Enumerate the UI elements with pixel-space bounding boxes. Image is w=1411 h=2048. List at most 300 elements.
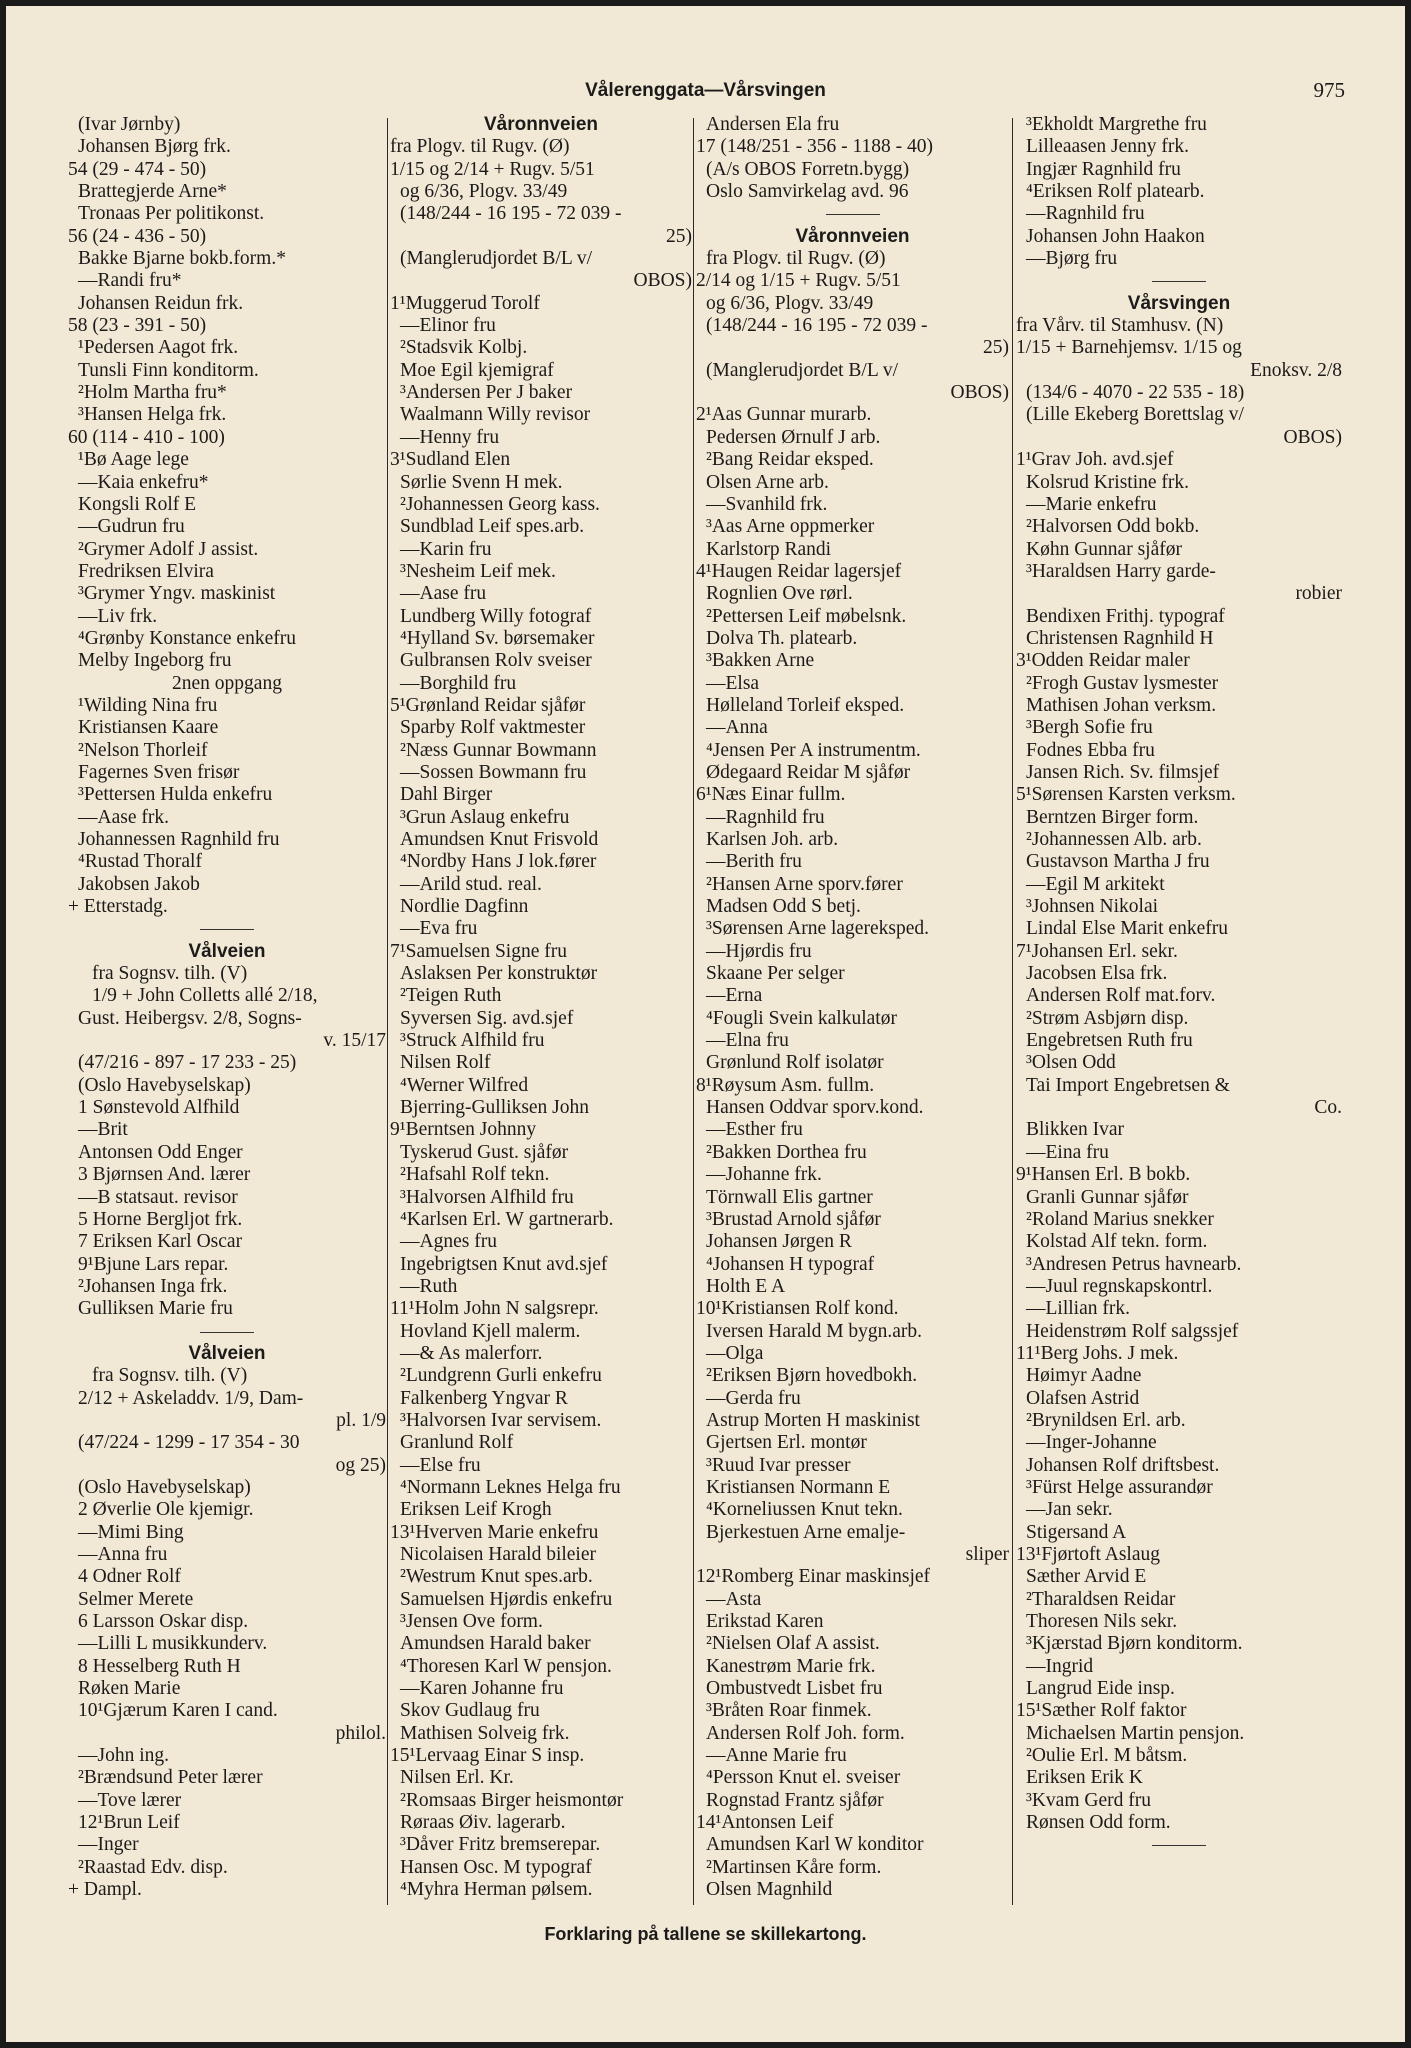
directory-entry: 9¹Bjune Lars repar. xyxy=(78,1253,229,1275)
directory-entry: Sundblad Leif spes.arb. xyxy=(400,516,585,538)
directory-entry: ³Nesheim Leif mek. xyxy=(400,560,556,582)
directory-entry: Jansen Rich. Sv. filmsjef xyxy=(1026,761,1220,783)
directory-entry: Moe Egil kjemigraf xyxy=(400,359,554,381)
directory-entry: Aslaksen Per konstruktør xyxy=(400,963,598,985)
directory-entry: OBOS) xyxy=(1283,426,1342,448)
directory-entry: Gjertsen Erl. montør xyxy=(706,1432,867,1454)
directory-entry: —Egil M arkitekt xyxy=(1026,873,1165,895)
directory-entry: ⁴Johansen H typograf xyxy=(706,1253,875,1275)
directory-entry: Törnwall Elis gartner xyxy=(706,1186,873,1208)
directory-entry: OBOS) xyxy=(950,382,1009,404)
directory-entry: Antonsen Odd Enger xyxy=(78,1141,243,1163)
directory-entry: —Borghild fru xyxy=(400,672,517,694)
directory-entry: ²Holm Martha fru* xyxy=(78,382,227,404)
directory-entry: 54 (29 - 474 - 50) xyxy=(68,158,207,180)
directory-entry: Waalmann Willy revisor xyxy=(400,404,591,426)
directory-entry: Lundberg Willy fotograf xyxy=(400,605,592,627)
directory-entry: Ombustvedt Lisbet fru xyxy=(706,1678,883,1700)
directory-entry: —Ragnhild fru xyxy=(1026,203,1145,225)
directory-entry: —Anne Marie fru xyxy=(706,1745,847,1767)
directory-entry: —Johanne frk. xyxy=(706,1164,822,1186)
directory-entry: ⁴Persson Knut el. sveiser xyxy=(706,1767,901,1789)
directory-entry: 5 Horne Bergljot frk. xyxy=(78,1208,243,1230)
directory-entry: Holth E A xyxy=(706,1275,786,1297)
directory-entry: Kongsli Rolf E xyxy=(78,493,197,515)
directory-entry: ³Halvorsen Alfhild fru xyxy=(400,1186,574,1208)
directory-entry: ³Kjærstad Bjørn konditorm. xyxy=(1026,1633,1243,1655)
directory-entry: og 25) xyxy=(335,1454,386,1476)
directory-entry: 2/14 og 1/15 + Rugv. 5/51 xyxy=(696,270,901,292)
directory-entry: ³Bergh Sofie fru xyxy=(1026,717,1153,739)
directory-entry: (Manglerudjordet B/L v/ xyxy=(706,359,899,381)
directory-entry: ⁴Hylland Sv. børsemaker xyxy=(400,627,595,649)
directory-entry: (Lille Ekeberg Borettslag v/ xyxy=(1026,404,1244,426)
directory-entry: Amundsen Karl W konditor xyxy=(706,1834,924,1856)
section-divider xyxy=(68,1321,386,1343)
directory-entry: Berntzen Birger form. xyxy=(1026,806,1199,828)
directory-entry: 2¹Aas Gunnar murarb. xyxy=(696,404,872,426)
directory-entry: —Brit xyxy=(78,1119,128,1141)
directory-entry: 2nen oppgang xyxy=(172,672,282,694)
directory-entry: —Aase frk. xyxy=(78,806,169,828)
page-title: Vålerenggata—Vårsvingen xyxy=(585,80,826,101)
directory-entry: ³Olsen Odd xyxy=(1026,1052,1116,1074)
directory-entry: 56 (24 - 436 - 50) xyxy=(68,225,207,247)
directory-entry: —Elsa xyxy=(706,672,760,694)
directory-entry: ²Johansen Inga frk. xyxy=(78,1275,228,1297)
directory-entry: ³Andresen Petrus havnearb. xyxy=(1026,1253,1242,1275)
directory-entry: Johansen Reidun frk. xyxy=(78,292,244,314)
column-divider xyxy=(387,118,388,1905)
directory-entry: Mathisen Solveig frk. xyxy=(400,1722,570,1744)
directory-entry: —Marie enkefru xyxy=(1026,493,1157,515)
directory-entry: —Olga xyxy=(706,1342,764,1364)
directory-entry: ²Raastad Edv. disp. xyxy=(78,1856,228,1878)
column-divider xyxy=(1012,118,1013,1905)
directory-entry: Lilleaasen Jenny frk. xyxy=(1026,136,1189,158)
directory-entry: Hansen Oddvar sporv.kond. xyxy=(706,1097,924,1119)
directory-entry: ²Hansen Arne sporv.fører xyxy=(706,873,903,895)
directory-entry: Andersen Ela fru xyxy=(706,114,840,135)
directory-entry: Røken Marie xyxy=(78,1678,181,1700)
directory-entry: 60 (114 - 410 - 100) xyxy=(68,426,225,448)
directory-entry: 17 (148/251 - 356 - 1188 - 40) xyxy=(696,136,934,158)
directory-entry: 8 Hesselberg Ruth H xyxy=(78,1655,241,1677)
directory-entry: Rognlien Ove rørl. xyxy=(706,583,853,605)
directory-entry: Oslo Samvirkelag avd. 96 xyxy=(706,181,909,203)
directory-entry: ²Roland Marius snekker xyxy=(1026,1208,1214,1230)
directory-entry: Nicolaisen Harald bileier xyxy=(400,1544,596,1565)
directory-entry: ²Næss Gunnar Bowmann xyxy=(400,739,597,761)
directory-entry: ⁴Myhra Herman pølsem. xyxy=(400,1879,593,1901)
column-3 xyxy=(696,114,1009,1902)
directory-entry: 4¹Haugen Reidar lagersjef xyxy=(696,560,902,582)
directory-entry: 7 Eriksen Karl Oscar xyxy=(78,1231,243,1253)
directory-entry: Andersen Rolf mat.forv. xyxy=(1026,985,1216,1007)
directory-entry: ³Bråten Roar finmek. xyxy=(706,1700,872,1722)
directory-entry: ²Romsaas Birger heismontør xyxy=(400,1789,624,1811)
directory-entry: Co. xyxy=(1314,1097,1342,1119)
directory-entry: —Elinor fru xyxy=(400,315,496,337)
directory-entry: fra Sognsv. tilh. (V) xyxy=(92,1365,248,1387)
directory-entry: Amundsen Knut Frisvold xyxy=(400,829,599,850)
directory-entry: Tunsli Finn konditorm. xyxy=(78,359,259,381)
directory-entry: Johansen Rolf driftsbest. xyxy=(1026,1454,1220,1476)
directory-entry: Blikken Ivar xyxy=(1026,1119,1125,1141)
directory-entry: 25) xyxy=(666,225,692,247)
directory-entry: 1¹Muggerud Torolf xyxy=(390,292,540,314)
directory-entry: —Henny fru xyxy=(400,426,500,448)
directory-entry: (148/244 - 16 195 - 72 039 - xyxy=(400,203,622,225)
directory-entry: ³Halvorsen Ivar servisem. xyxy=(400,1409,602,1431)
directory-entry: —Lillian frk. xyxy=(1026,1298,1130,1320)
directory-entry: Madsen Odd S betj. xyxy=(706,896,861,918)
directory-entry: Ingebrigtsen Knut avd.sjef xyxy=(400,1253,608,1275)
directory-entry: 1 Sønstevold Alfhild xyxy=(78,1097,240,1119)
directory-entry: Olsen Magnhild xyxy=(706,1879,833,1901)
directory-entry: —Inger-Johanne xyxy=(1026,1432,1157,1454)
directory-entry: Christensen Ragnhild H xyxy=(1026,627,1214,649)
directory-entry: ²Strøm Asbjørn disp. xyxy=(1026,1007,1189,1029)
directory-entry: Heidenstrøm Rolf salgssjef xyxy=(1026,1320,1239,1342)
directory-entry: —Ragnhild fru xyxy=(706,806,825,828)
directory-entry: —Ruth xyxy=(400,1275,458,1297)
directory-entry: 3¹Sudland Elen xyxy=(390,449,511,471)
directory-entry: Olsen Arne arb. xyxy=(706,471,829,493)
directory-entry: ²Frogh Gustav lysmester xyxy=(1026,672,1219,694)
directory-entry: (A/s OBOS Forretn.bygg) xyxy=(706,158,910,180)
directory-entry: Johansen Jørgen R xyxy=(706,1231,852,1253)
directory-entry: pl. 1/9 xyxy=(336,1409,386,1431)
directory-entry: ³Johnsen Nikolai xyxy=(1026,896,1159,918)
directory-entry: —B statsaut. revisor xyxy=(78,1186,238,1208)
directory-entry: Brattegjerde Arne* xyxy=(78,181,227,203)
directory-entry: ²Eriksen Bjørn hovedbokh. xyxy=(706,1365,918,1387)
directory-entry: 11¹Berg Johs. J mek. xyxy=(1016,1342,1179,1364)
directory-entry: —Juul regnskapskontrl. xyxy=(1026,1275,1213,1297)
directory-entry: (Oslo Havebyselskap) xyxy=(78,1476,251,1498)
directory-entry: Gulliksen Marie fru xyxy=(78,1298,233,1320)
directory-entry: Eriksen Erik K xyxy=(1026,1767,1143,1789)
directory-entry: + Etterstadg. xyxy=(68,896,168,918)
directory-entry: ⁴Karlsen Erl. W gartnerarb. xyxy=(400,1208,614,1230)
directory-entry: Sæther Arvid E xyxy=(1026,1566,1147,1588)
directory-entry: —Mimi Bing xyxy=(78,1521,184,1543)
directory-entry: Sørlie Svenn H mek. xyxy=(400,471,563,493)
directory-entry: Dahl Birger xyxy=(400,784,493,806)
directory-entry: ³Hansen Helga frk. xyxy=(78,404,227,426)
directory-entry: ⁴Werner Wilfred xyxy=(400,1074,529,1096)
directory-entry: 13¹Fjørtoft Aslaug xyxy=(1016,1544,1160,1565)
directory-entry: ³Aas Arne oppmerker xyxy=(706,516,875,538)
directory-entry: Mathisen Johan verksm. xyxy=(1026,694,1217,716)
directory-entry: (47/224 - 1299 - 17 354 - 30 xyxy=(78,1432,300,1454)
directory-entry: Jakobsen Jakob xyxy=(78,873,200,895)
directory-entry: ¹Bø Aage lege xyxy=(78,449,189,471)
directory-entry: 7¹Samuelsen Signe fru xyxy=(390,940,567,962)
directory-entry: fra Plogv. til Rugv. (Ø) xyxy=(390,136,570,158)
directory-entry: (Ivar Jørnby) xyxy=(78,114,181,135)
directory-entry: Selmer Merete xyxy=(78,1588,194,1610)
directory-entry: —Tove lærer xyxy=(78,1789,182,1811)
directory-entry: (Manglerudjordet B/L v/ xyxy=(400,248,593,270)
directory-entry: Bjerring-Gulliksen John xyxy=(400,1097,590,1119)
directory-entry: —& As malerforr. xyxy=(400,1342,543,1364)
directory-entry: Granlund Rolf xyxy=(400,1432,514,1454)
directory-entry: fra Vårv. til Stamhusv. (N) xyxy=(1016,315,1224,337)
directory-entry: 15¹Sæther Rolf faktor xyxy=(1016,1700,1187,1722)
directory-entry: —Svanhild frk. xyxy=(706,493,828,515)
directory-entry: ²Johannessen Alb. arb. xyxy=(1026,829,1202,850)
directory-entry: —Aase fru xyxy=(400,583,487,605)
directory-entry: Gustavson Martha J fru xyxy=(1026,851,1210,873)
directory-entry: (Oslo Havebyselskap) xyxy=(78,1074,251,1096)
directory-entry: —Hjørdis fru xyxy=(706,940,812,962)
directory-entry: Bendixen Frithj. typograf xyxy=(1026,605,1225,627)
directory-entry: + Dampl. xyxy=(68,1879,142,1901)
column-1 xyxy=(68,114,386,1902)
directory-entry: 5¹Sørensen Karsten verksm. xyxy=(1016,784,1236,806)
directory-entry: ²Nelson Thorleif xyxy=(78,739,208,761)
directory-entry: —Lilli L musikkunderv. xyxy=(78,1633,268,1655)
directory-entry: ⁴Normann Leknes Helga fru xyxy=(400,1476,621,1498)
directory-entry: ²Stadsvik Kolbj. xyxy=(400,337,528,359)
directory-entry: ³Grun Aslaug enkefru xyxy=(400,806,570,828)
directory-entry: ²Johannessen Georg kass. xyxy=(400,493,600,515)
directory-entry: ³Grymer Yngv. maskinist xyxy=(78,583,276,605)
directory-entry: Dolva Th. platearb. xyxy=(706,627,858,649)
directory-entry: 3¹Odden Reidar maler xyxy=(1016,650,1190,672)
directory-entry: Tyskerud Gust. sjåfør xyxy=(400,1141,569,1163)
directory-entry: 14¹Antonsen Leif xyxy=(696,1812,834,1834)
section-divider xyxy=(1016,1834,1342,1856)
directory-entry: —Berith fru xyxy=(706,851,802,873)
directory-entry: Skaane Per selger xyxy=(706,963,845,985)
directory-entry: ¹Wilding Nina fru xyxy=(78,694,218,716)
directory-entry: fra Sognsv. tilh. (V) xyxy=(92,963,248,985)
directory-entry: ²Bakken Dorthea fru xyxy=(706,1141,867,1163)
directory-entry: —Eva fru xyxy=(400,918,478,940)
directory-entry: ²Halvorsen Odd bokb. xyxy=(1026,516,1200,538)
directory-entry: 1¹Grav Joh. avd.sjef xyxy=(1016,449,1174,471)
street-heading: Vålveien xyxy=(188,940,266,962)
directory-entry: Astrup Morten H maskinist xyxy=(706,1409,920,1431)
directory-entry: —Elna fru xyxy=(706,1030,789,1052)
directory-entry: Karlsen Joh. arb. xyxy=(706,829,839,850)
directory-entry: Olafsen Astrid xyxy=(1026,1387,1140,1409)
directory-entry: Grønlund Rolf isolatør xyxy=(706,1052,884,1074)
directory-entry: v. 15/17 xyxy=(323,1030,386,1052)
directory-entry: Bjerkestuen Arne emalje- xyxy=(706,1521,906,1543)
directory-entry: Michaelsen Martin pensjon. xyxy=(1026,1722,1245,1744)
directory-entry: Tai Import Engebretsen & xyxy=(1026,1074,1230,1096)
directory-entry: —Sossen Bowmann fru xyxy=(400,761,587,783)
directory-entry: —Karen Johanne fru xyxy=(400,1678,564,1700)
directory-entry: ²Brændsund Peter lærer xyxy=(78,1767,263,1789)
street-heading: Vårsvingen xyxy=(1127,292,1231,314)
section-divider xyxy=(68,918,386,940)
directory-entry: ¹Pedersen Aagot frk. xyxy=(78,337,239,359)
directory-entry: Sparby Rolf vaktmester xyxy=(400,717,586,739)
directory-entry: ³Brustad Arnold sjåfør xyxy=(706,1208,881,1230)
directory-entry: Ødegaard Reidar M sjåfør xyxy=(706,761,911,783)
directory-entry: 12¹Brun Leif xyxy=(78,1812,180,1834)
directory-entry: ³Sørensen Arne lagereksped. xyxy=(706,918,929,940)
directory-entry: ³Haraldsen Harry garde- xyxy=(1026,560,1216,582)
directory-entry: Engebretsen Ruth fru xyxy=(1026,1030,1193,1052)
directory-entry: Amundsen Harald baker xyxy=(400,1633,591,1655)
directory-entry: Johansen Bjørg frk. xyxy=(78,136,231,158)
directory-entry: Thoresen Nils sekr. xyxy=(1026,1611,1178,1633)
directory-entry: 11¹Holm John N salgsrepr. xyxy=(390,1298,599,1320)
directory-entry: 13¹Hverven Marie enkefru xyxy=(390,1521,599,1543)
directory-entry: ²Grymer Adolf J assist. xyxy=(78,538,259,560)
directory-entry: Gulbransen Rolv sveiser xyxy=(400,650,592,672)
street-heading: Vålveien xyxy=(188,1342,266,1364)
directory-entry: Hansen Osc. M typograf xyxy=(400,1856,592,1878)
directory-entry: Kristiansen Normann E xyxy=(706,1476,891,1498)
directory-entry: ³Ekholdt Margrethe fru xyxy=(1026,114,1207,135)
directory-entry: ⁴Grønby Konstance enkefru xyxy=(78,627,296,649)
directory-entry: 1/15 og 2/14 + Rugv. 5/51 xyxy=(390,158,595,180)
directory-entry: Falkenberg Yngvar R xyxy=(400,1387,568,1409)
directory-entry: 4 Odner Rolf xyxy=(78,1566,181,1588)
directory-entry: Kanestrøm Marie frk. xyxy=(706,1655,876,1677)
directory-entry: ³Ruud Ivar presser xyxy=(706,1454,851,1476)
directory-entry: Johansen John Haakon xyxy=(1026,225,1205,247)
directory-entry: ²Oulie Erl. M båtsm. xyxy=(1026,1745,1188,1767)
directory-entry: ²Teigen Ruth xyxy=(400,985,502,1007)
directory-entry: —Karin fru xyxy=(400,538,492,560)
directory-entry: ²Pettersen Leif møbelsnk. xyxy=(706,605,907,627)
directory-entry: —Liv frk. xyxy=(78,605,158,627)
directory-entry: ²Brynildsen Erl. arb. xyxy=(1026,1409,1186,1431)
directory-entry: Køhn Gunnar sjåfør xyxy=(1026,538,1182,560)
directory-entry: Syversen Sig. avd.sjef xyxy=(400,1007,574,1029)
directory-page xyxy=(6,6,1405,2042)
directory-entry: 8¹Røysum Asm. fullm. xyxy=(696,1074,875,1096)
directory-entry: 2/12 + Askeladdv. 1/9, Dam- xyxy=(78,1387,304,1409)
directory-entry: ³Pettersen Hulda enkefru xyxy=(78,784,273,806)
directory-entry: —Jan sekr. xyxy=(1026,1499,1113,1521)
street-heading: Våronnveien xyxy=(795,225,910,247)
directory-entry: 15¹Lervaag Einar S insp. xyxy=(390,1745,585,1767)
directory-entry: Eriksen Leif Krogh xyxy=(400,1499,552,1521)
directory-entry: ²Lundgrenn Gurli enkefru xyxy=(400,1365,602,1387)
directory-entry: Stigersand A xyxy=(1026,1521,1127,1543)
directory-entry: Bakke Bjarne bokb.form.* xyxy=(78,248,286,270)
directory-entry: Johannessen Ragnhild fru xyxy=(78,829,280,850)
directory-entry: (47/216 - 897 - 17 233 - 25) xyxy=(78,1052,297,1074)
directory-entry: robier xyxy=(1295,583,1342,605)
directory-entry: 5¹Grønland Reidar sjåfør xyxy=(390,694,586,716)
directory-entry: —Anna xyxy=(706,717,768,739)
column-2 xyxy=(390,114,692,1902)
directory-entry: Kolstad Alf tekn. form. xyxy=(1026,1231,1208,1253)
directory-entry: —Asta xyxy=(706,1588,762,1610)
directory-entry: (148/244 - 16 195 - 72 039 - xyxy=(706,315,928,337)
directory-entry: —John ing. xyxy=(78,1745,170,1767)
directory-entry: ²Martinsen Kåre form. xyxy=(706,1856,882,1878)
directory-entry: Hovland Kjell malerm. xyxy=(400,1320,581,1342)
directory-entry: philol. xyxy=(335,1722,386,1744)
directory-entry: 10¹Kristiansen Rolf kond. xyxy=(696,1298,899,1320)
directory-entry: Karlstorp Randi xyxy=(706,538,832,560)
directory-entry: 6 Larsson Oskar disp. xyxy=(78,1611,249,1633)
directory-entry: —Else fru xyxy=(400,1454,481,1476)
directory-entry: ²Westrum Knut spes.arb. xyxy=(400,1566,593,1588)
footer-note: Forklaring på tallene se skillekartong. xyxy=(544,1924,867,1944)
directory-entry: 25) xyxy=(983,337,1009,359)
directory-entry: ³Kvam Gerd fru xyxy=(1026,1789,1151,1811)
directory-entry: Iversen Harald M bygn.arb. xyxy=(706,1320,923,1342)
directory-entry: —Gudrun fru xyxy=(78,516,185,538)
directory-entry: ³Jensen Ove form. xyxy=(400,1611,543,1633)
directory-entry: ²Nielsen Olaf A assist. xyxy=(706,1633,880,1655)
directory-entry: ⁴Nordby Hans J lok.fører xyxy=(400,851,597,873)
directory-entry: Ingjær Ragnhild fru xyxy=(1026,158,1181,180)
directory-entry: Gust. Heibergsv. 2/8, Sogns- xyxy=(78,1007,302,1029)
directory-entry: Nilsen Erl. Kr. xyxy=(400,1767,514,1789)
directory-entry: Skov Gudlaug fru xyxy=(400,1700,540,1722)
directory-entry: Pedersen Ørnulf J arb. xyxy=(706,426,881,448)
directory-entry: —Eina fru xyxy=(1026,1141,1109,1163)
directory-entry: Fredriksen Elvira xyxy=(78,560,214,582)
directory-entry: sliper xyxy=(965,1544,1009,1565)
directory-entry: ²Tharaldsen Reidar xyxy=(1026,1588,1176,1610)
directory-entry: —Anna fru xyxy=(78,1544,168,1565)
directory-entry: 2 Øverlie Ole kjemigr. xyxy=(78,1499,254,1521)
directory-entry: Røraas Øiv. lagerarb. xyxy=(400,1812,566,1834)
directory-entry: 3 Bjørnsen And. lærer xyxy=(78,1164,251,1186)
directory-entry: 1/9 + John Colletts allé 2/18, xyxy=(92,985,318,1007)
directory-entry: Tronaas Per politikonst. xyxy=(78,203,265,225)
directory-entry: Granli Gunnar sjåfør xyxy=(1026,1186,1189,1208)
column-divider xyxy=(693,118,694,1905)
directory-entry: ³Fürst Helge assurandør xyxy=(1026,1476,1213,1498)
directory-entry: Melby Ingeborg fru xyxy=(78,650,232,672)
directory-entry: Andersen Rolf Joh. form. xyxy=(706,1722,905,1744)
directory-entry: 1/15 + Barnehjemsv. 1/15 og xyxy=(1016,337,1242,359)
directory-entry: Nilsen Rolf xyxy=(400,1052,491,1074)
directory-entry: Fodnes Ebba fru xyxy=(1026,739,1155,761)
directory-entry: ⁴Korneliussen Knut tekn. xyxy=(706,1499,903,1521)
directory-entry: Enoksv. 2/8 xyxy=(1250,359,1342,381)
directory-entry: —Esther fru xyxy=(706,1119,803,1141)
directory-entry: —Erna xyxy=(706,985,763,1007)
directory-entry: Nordlie Dagfinn xyxy=(400,896,529,918)
directory-entry: —Agnes fru xyxy=(400,1231,497,1253)
directory-entry: Hølleland Torleif eksped. xyxy=(706,694,905,716)
directory-entry: OBOS) xyxy=(633,270,692,292)
directory-entry: 7¹Johansen Erl. sekr. xyxy=(1016,940,1178,962)
page-number: 975 xyxy=(1313,78,1345,102)
directory-entry: Jacobsen Elsa frk. xyxy=(1026,963,1168,985)
directory-entry: 58 (23 - 391 - 50) xyxy=(68,315,207,337)
directory-entry: Kolsrud Kristine frk. xyxy=(1026,471,1190,493)
directory-entry: 6¹Næs Einar fullm. xyxy=(696,784,846,806)
directory-entry: 9¹Hansen Erl. B bokb. xyxy=(1016,1164,1191,1186)
directory-entry: ³Bakken Arne xyxy=(706,650,815,672)
directory-entry: Samuelsen Hjørdis enkefru xyxy=(400,1588,613,1610)
directory-entry: ⁴Thoresen Karl W pensjon. xyxy=(400,1655,612,1677)
directory-entry: fra Plogv. til Rugv. (Ø) xyxy=(706,248,886,270)
directory-entry: Erikstad Karen xyxy=(706,1611,824,1633)
directory-entry: Langrud Eide insp. xyxy=(1026,1678,1175,1700)
directory-entry: ²Hafsahl Rolf tekn. xyxy=(400,1164,550,1186)
directory-entry: —Ingrid xyxy=(1026,1655,1094,1677)
directory-entry: —Inger xyxy=(78,1834,139,1856)
